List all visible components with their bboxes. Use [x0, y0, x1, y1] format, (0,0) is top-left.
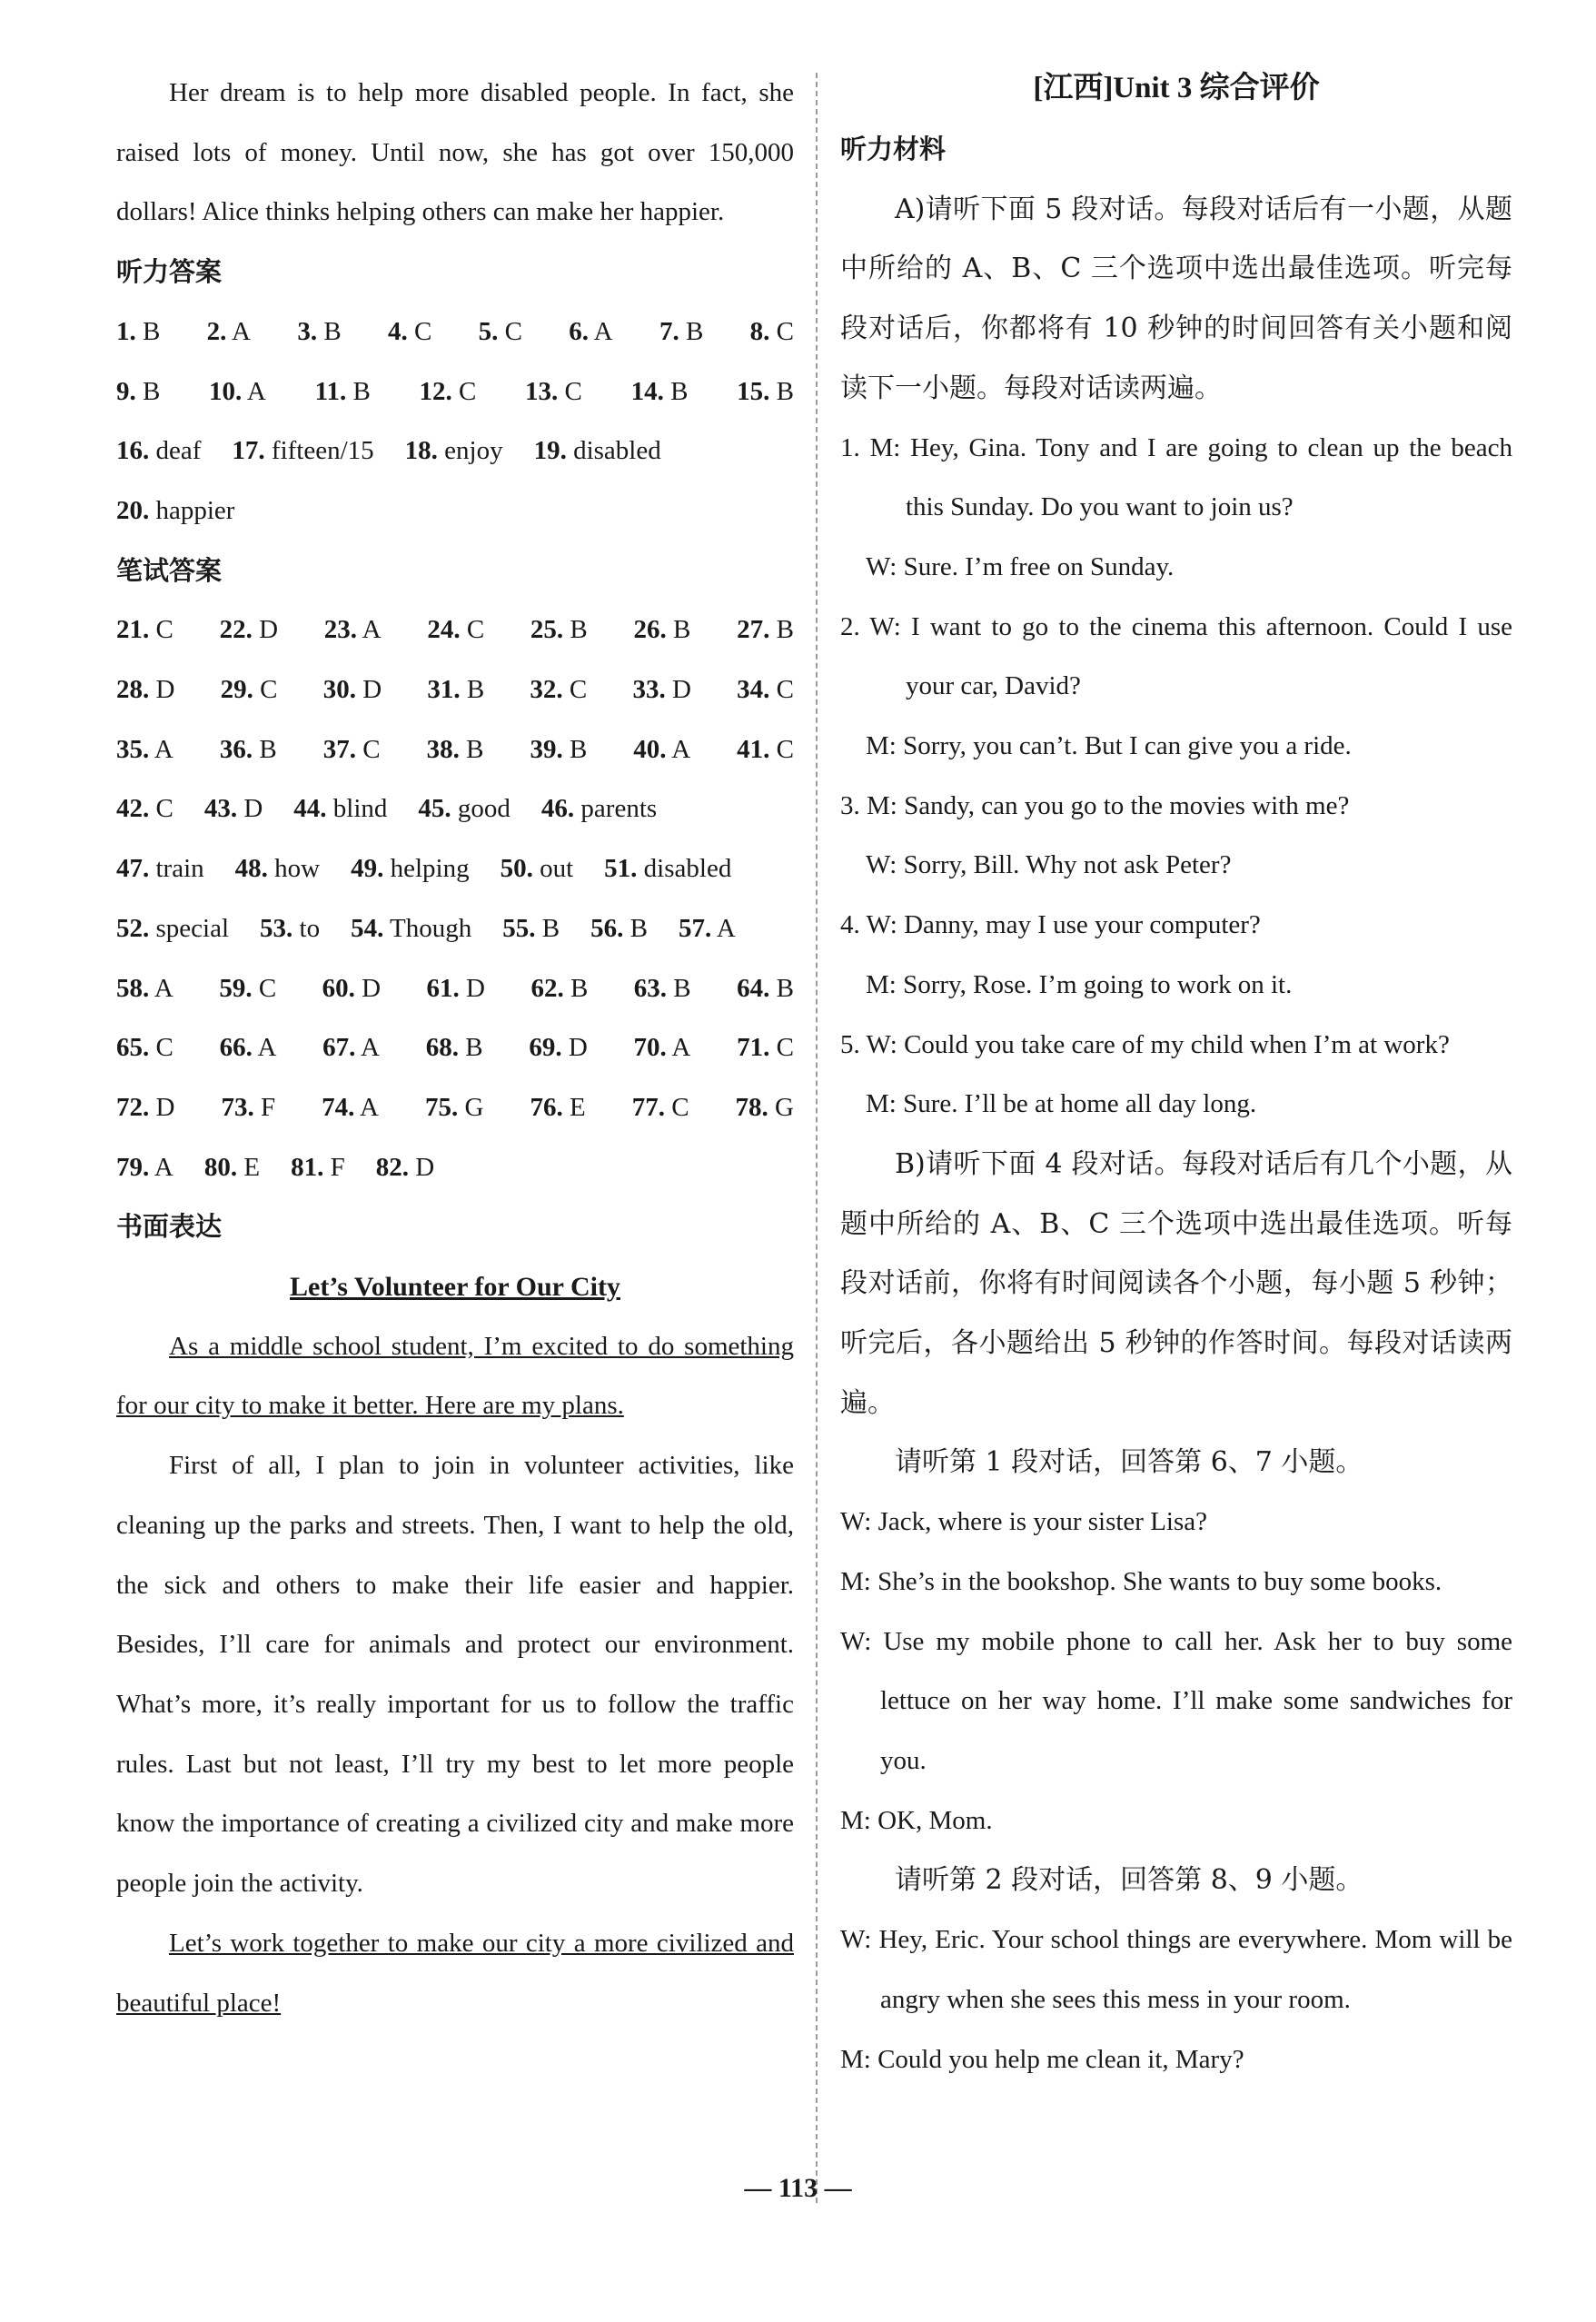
answer-item: 48. how	[234, 854, 321, 884]
answer-item: 81. F	[291, 1152, 345, 1182]
answer-item: 54. Though	[351, 913, 472, 943]
answer-item: 57. A	[678, 913, 736, 943]
dialogue-1-m: 1. M: Hey, Gina. Tony and I are going to clean up the beach this Sunday. Do you want to join us?	[840, 432, 1512, 522]
answer-item: 15. B	[737, 376, 794, 406]
conversation-1-w2: W: Use my mobile phone to call her. Ask her to buy some lettuce on her way home. I’ll make some sandwiches for you.	[840, 1626, 1512, 1775]
answer-item: 8. C	[749, 316, 794, 346]
answer-item: 37. C	[322, 734, 381, 764]
answer-item: 72. D	[116, 1092, 175, 1122]
answer-item: 56. B	[590, 913, 648, 943]
answer-item: 41. C	[737, 734, 794, 764]
answer-item: 35. A	[116, 734, 173, 764]
answer-item: 38. B	[426, 734, 484, 764]
answer-item: 82. D	[375, 1152, 435, 1182]
answer-item: 24. C	[427, 615, 485, 645]
answer-row	[116, 779, 794, 839]
answer-item: 30. D	[322, 675, 382, 705]
answer-item: 73. F	[221, 1092, 276, 1122]
answer-item: 19. disabled	[533, 436, 661, 466]
answer-item: 1. B	[116, 316, 161, 346]
conversation-2-w1: W: Hey, Eric. Your school things are everywhere. Mom will be angry when she sees this mess in your room.	[840, 1925, 1512, 2014]
dialogue-5-m: M: Sure. I’ll be at home all day long.	[866, 1089, 1257, 1119]
conversation-1-m2: M: OK, Mom.	[840, 1805, 993, 1835]
answer-row	[116, 1138, 794, 1198]
answer-item: 67. A	[322, 1033, 380, 1063]
unit-title: [江西]Unit 3 综合评价	[1033, 72, 1320, 104]
answer-item: 74. A	[322, 1092, 379, 1122]
answer-row	[116, 959, 794, 1019]
answer-item: 71. C	[737, 1033, 794, 1063]
answer-item: 76. E	[530, 1092, 586, 1122]
dialogue-5-w: 5. W: Could you take care of my child when I’m at work?	[840, 1029, 1450, 1059]
answer-row	[116, 481, 794, 541]
writing-heading: 书面表达	[116, 1211, 223, 1243]
answer-row	[116, 720, 794, 780]
answer-item: 77. C	[631, 1092, 689, 1122]
answer-item: 25. B	[530, 615, 588, 645]
answer-row	[116, 899, 794, 959]
answer-item: 7. B	[659, 316, 704, 346]
section-a-instructions: A)请听下面 5 段对话。每段对话后有一小题，从题中所给的 A、B、C 三个选项中选出最佳选项。听完每段对话后，你都将有 10 秒钟的时间回答有关小题和阅读下一小题。每段对话读两遍。	[840, 193, 1512, 404]
answer-item: 16. deaf	[116, 436, 202, 466]
answer-item: 28. D	[116, 675, 175, 705]
right-column	[840, 64, 1512, 2089]
answer-row	[116, 1078, 794, 1138]
answer-item: 14. B	[630, 376, 689, 406]
answer-row	[116, 303, 794, 362]
answer-item: 26. B	[633, 615, 691, 645]
intro-paragraph: Her dream is to help more disabled people. In fact, she raised lots of money. Until now, she has got over 150,000 dollars! Alice thinks helping others can make her happier.	[116, 78, 794, 227]
answer-item: 18. enjoy	[404, 436, 503, 466]
dialogue-2-m: M: Sorry, you can’t. But I can give you a ride.	[866, 731, 1352, 761]
answer-item: 68. B	[425, 1033, 483, 1063]
written-answers-heading: 笔试答案	[116, 554, 223, 586]
answer-item: 31. B	[427, 675, 485, 705]
conversation-1-w1: W: Jack, where is your sister Lisa?	[840, 1507, 1207, 1537]
answer-item: 23. A	[323, 615, 382, 645]
page-number: — 113 —	[744, 2173, 852, 2203]
answer-item: 2. A	[206, 316, 251, 346]
answer-item: 22. D	[219, 615, 279, 645]
answer-item: 51. disabled	[604, 854, 732, 884]
answer-item: 69. D	[529, 1033, 588, 1063]
answer-item: 32. C	[530, 675, 588, 705]
conversation-1-intro: 请听第 1 段对话，回答第 6、7 小题。	[895, 1446, 1363, 1479]
answer-row	[116, 362, 794, 422]
written-answers	[116, 600, 794, 1197]
essay-title: Let’s Volunteer for Our City	[290, 1272, 620, 1303]
listening-answers-heading: 听力答案	[116, 256, 223, 288]
essay-paragraph-1: As a middle school student, I’m excited to do something for our city to make it better. Here are my plans.	[116, 1331, 794, 1421]
answer-item: 34. C	[737, 675, 794, 705]
answer-item: 58. A	[116, 973, 173, 1003]
dialogue-3-w: W: Sorry, Bill. Why not ask Peter?	[866, 850, 1232, 880]
dialogue-4-w: 4. W: Danny, may I use your computer?	[840, 910, 1261, 940]
answer-item: 29. C	[220, 675, 278, 705]
answer-item: 61. D	[426, 973, 485, 1003]
answer-item: 49. helping	[351, 854, 470, 884]
section-b-instructions: B)请听下面 4 段对话。每段对话后有几个小题，从题中所给的 A、B、C 三个选项中选出最佳选项。听每段对话前，你将有时间阅读各个小题，每小题 5 秒钟；听完后，各小题给出 5 秒钟的作答时间。每段对话读两遍。	[840, 1147, 1512, 1419]
dialogue-4-m: M: Sorry, Rose. I’m going to work on it.	[866, 969, 1293, 999]
answer-item: 36. B	[219, 734, 277, 764]
answer-item: 78. G	[735, 1092, 794, 1122]
answer-item: 3. B	[297, 316, 342, 346]
dialogue-2-w: 2. W: I want to go to the cinema this afternoon. Could I use your car, David?	[840, 611, 1512, 701]
answer-item: 20. happier	[116, 495, 235, 525]
answer-item: 66. A	[219, 1033, 277, 1063]
answer-item: 59. C	[219, 973, 277, 1003]
left-column	[116, 64, 794, 2033]
answer-item: 52. special	[116, 913, 230, 943]
answer-item: 70. A	[633, 1033, 691, 1063]
answer-item: 45. good	[418, 794, 511, 824]
answer-item: 6. A	[569, 316, 613, 346]
answer-item: 43. D	[203, 794, 263, 824]
answer-item: 13. C	[525, 376, 582, 406]
answer-row	[116, 839, 794, 899]
answer-row	[116, 422, 794, 481]
answer-item: 60. D	[322, 973, 382, 1003]
answer-item: 53. to	[260, 913, 321, 943]
materials-heading: 听力材料	[840, 134, 947, 164]
dialogue-1-w: W: Sure. I’m free on Sunday.	[866, 551, 1175, 581]
answer-item: 65. C	[116, 1033, 173, 1063]
answer-item: 63. B	[633, 973, 691, 1003]
answer-item: 62. B	[530, 973, 589, 1003]
answer-row	[116, 1018, 794, 1078]
answer-item: 55. B	[502, 913, 560, 943]
conversation-2-m1: M: Could you help me clean it, Mary?	[840, 2044, 1244, 2074]
answer-item: 44. blind	[293, 794, 388, 824]
answer-item: 10. A	[209, 376, 266, 406]
answer-item: 75. G	[424, 1092, 484, 1122]
conversation-2-intro: 请听第 2 段对话，回答第 8、9 小题。	[895, 1864, 1363, 1897]
answer-item: 4. C	[387, 316, 432, 346]
answer-row	[116, 600, 794, 660]
answer-item: 21. C	[116, 615, 173, 645]
essay-paragraph-3: Let’s work together to make our city a more civilized and beautiful place!	[116, 1928, 794, 2018]
answer-item: 42. C	[116, 794, 173, 824]
answer-item: 33. D	[632, 675, 691, 705]
answer-item: 80. E	[203, 1152, 261, 1182]
answer-item: 17. fifteen/15	[232, 436, 374, 466]
answer-item: 64. B	[737, 973, 794, 1003]
answer-item: 12. C	[419, 376, 477, 406]
answer-item: 11. B	[314, 376, 371, 406]
answer-item: 47. train	[116, 854, 204, 884]
answer-row	[116, 660, 794, 720]
essay-paragraph-2: First of all, I plan to join in volunteer activities, like cleaning up the parks and streets. Then, I want to help the old, the sick and others to make their life easier and happier. Besides, I’ll care for animals and protect our environment. What’s more, it’s really important for us to follow the traffic rules. Last but not least, I’ll try my best to let more people know the importance of creating a civilized city and make more people join the activity.	[116, 1451, 794, 1899]
answer-item: 40. A	[633, 734, 691, 764]
dialogue-3-m: 3. M: Sandy, can you go to the movies with me?	[840, 790, 1350, 820]
answer-item: 5. C	[478, 316, 522, 346]
conversation-1-m1: M: She’s in the bookshop. She wants to buy some books.	[840, 1566, 1442, 1596]
answer-item: 50. out	[500, 854, 574, 884]
answer-item: 27. B	[737, 615, 794, 645]
column-divider	[816, 73, 818, 2203]
answer-item: 9. B	[116, 376, 161, 406]
answer-item: 39. B	[530, 734, 588, 764]
answer-item: 46. parents	[540, 794, 658, 824]
answer-item: 79. A	[116, 1152, 173, 1182]
listening-answers	[116, 303, 794, 541]
